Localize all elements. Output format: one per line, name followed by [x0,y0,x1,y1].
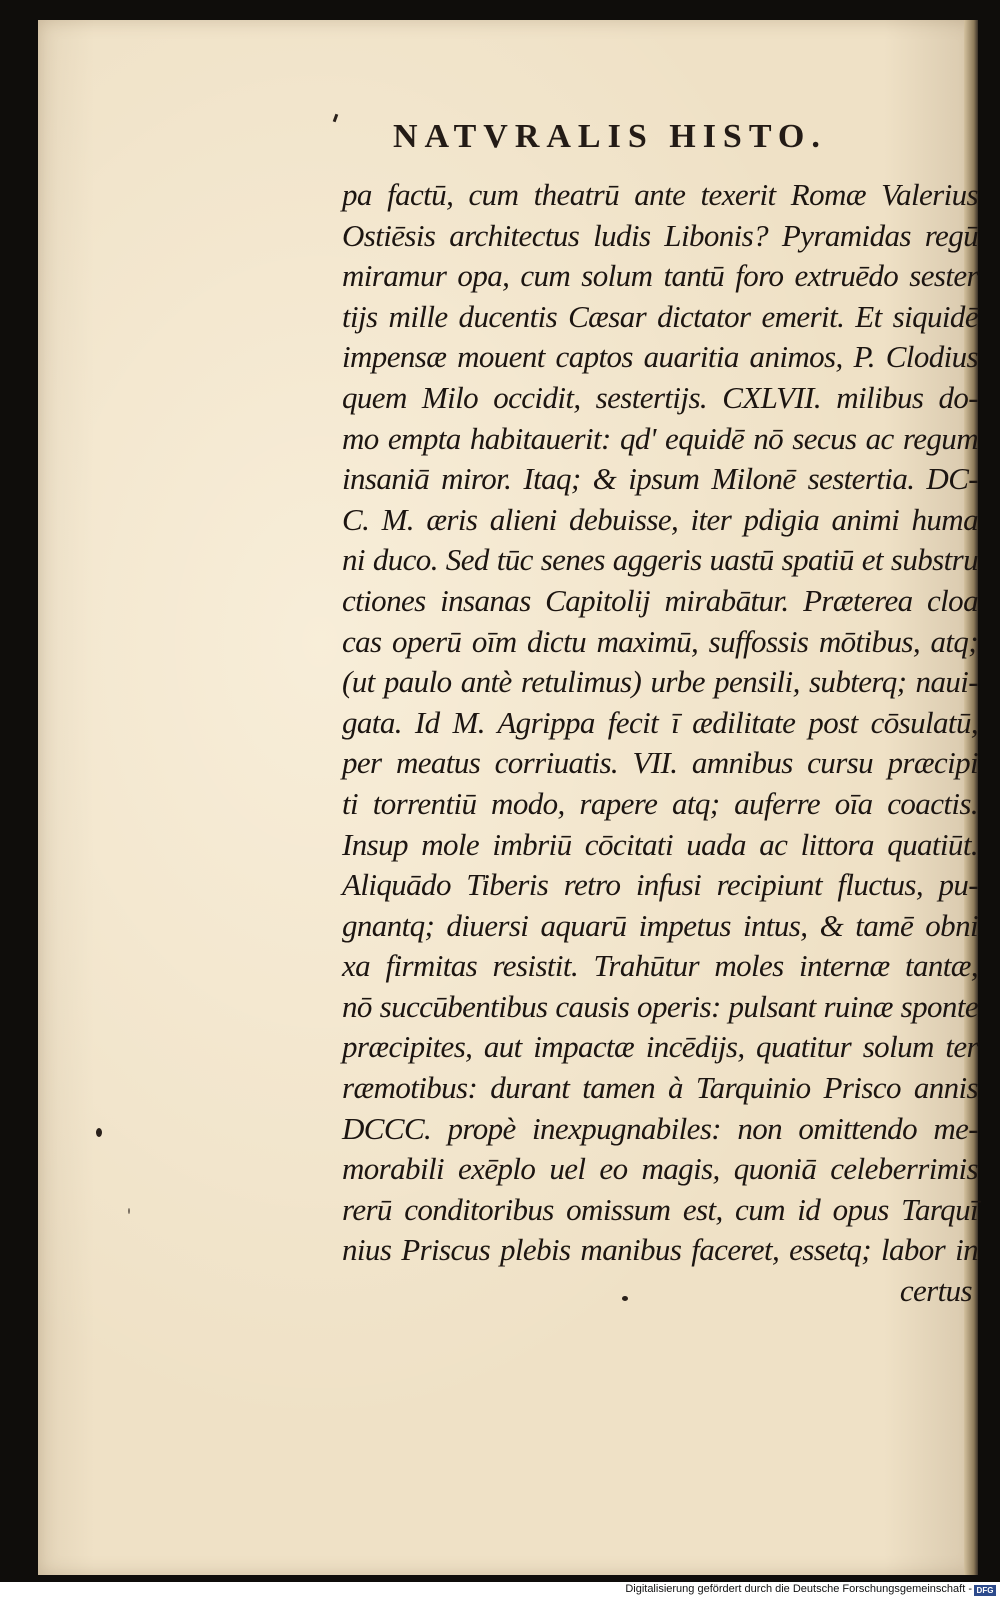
text-line: mo empta habitauerit: qd' equidē nō secus ac regum [342,420,978,456]
footer-bar [0,1582,1000,1600]
dfg-logo-icon: DFG [974,1585,996,1596]
text-line: Aliquādo Tiberis retro infusi recipiunt fluctus, pu- [342,867,978,903]
text-line: Ostiēsis architectus ludis Libonis? Pyramidas regū [342,217,978,253]
text-line: nius Priscus plebis manibus faceret, essetq; labor in [342,1232,978,1268]
text-line: miramur opa, cum solum tantū foro extruēdo sester [342,258,978,294]
text-line: insaniā miror. Itaq; & ipsum Milonē sestertia. DC- [342,461,978,497]
ink-spot [622,1296,628,1301]
text-line: ti torrentiū modo, rapere atq; auferre oīa coactis. [342,785,978,821]
text-line: rerū conditoribus omissum est, cum id opus Tarquī [342,1191,978,1227]
text-line: cas operū oīm dictu maximū, suffossis mōtibus, atq; [342,623,978,659]
text-line: morabili exēplo uel eo magis, quoniā celeberrimis [342,1151,978,1187]
ink-spot [96,1128,102,1137]
text-line: ni duco. Sed tūc senes aggeris uastū spatiū et substru [342,542,978,578]
text-line: xa firmitas resistit. Trahūtur moles internæ tantæ, [342,948,978,984]
ink-spot [128,1208,130,1214]
text-line: gnantq; diuersi aquarū impetus intus, & tamē obni [342,907,978,943]
ink-mark [333,114,339,123]
text-line: ctiones insanas Capitolij mirabātur. Præterea cloa [342,582,978,618]
book-page [38,20,978,1575]
text-line: DCCC. propè inexpugnabiles: non omittendo me- [342,1110,978,1146]
text-line: ræmotibus: durant tamen à Tarquinio Prisco annis [342,1070,978,1106]
text-line: Insup mole imbriū cōcitati uada ac littora quatiūt. [342,826,978,862]
text-line: tijs mille ducentis Cæsar dictator emerit. Et siquidē [342,298,978,334]
text-line: per meatus corriuatis. VII. amnibus cursu præcipi [342,745,978,781]
text-line: C. M. æris alieni debuisse, iter pdigia animi huma [342,501,978,537]
text-line: gata. Id M. Agrippa fecit ī ædilitate post cōsulatū, [342,704,978,740]
catchword: certus [899,1273,972,1309]
text-line: (ut paulo antè retulimus) urbe pensili, subterq; naui- [342,664,978,700]
body-text [342,175,978,1312]
text-line: pa factū, cum theatrū ante texerit Romæ Valerius [342,177,978,212]
text-line: nō succūbentibus causis operis: pulsant ruinæ sponte [342,988,978,1024]
digitization-credit: Digitalisierung gefördert durch die Deutsche Forschungsgemeinschaft - [625,1583,972,1595]
running-head: NATVRALIS HISTO. [393,118,827,155]
text-line: quem Milo occidit, sestertijs. CXLVII. milibus do- [342,379,978,415]
text-line: præcipites, aut impactæ incēdijs, quatitur solum ter [342,1029,978,1065]
text-line: impensæ mouent captos auaritia animos, P. Clodius [342,339,978,375]
